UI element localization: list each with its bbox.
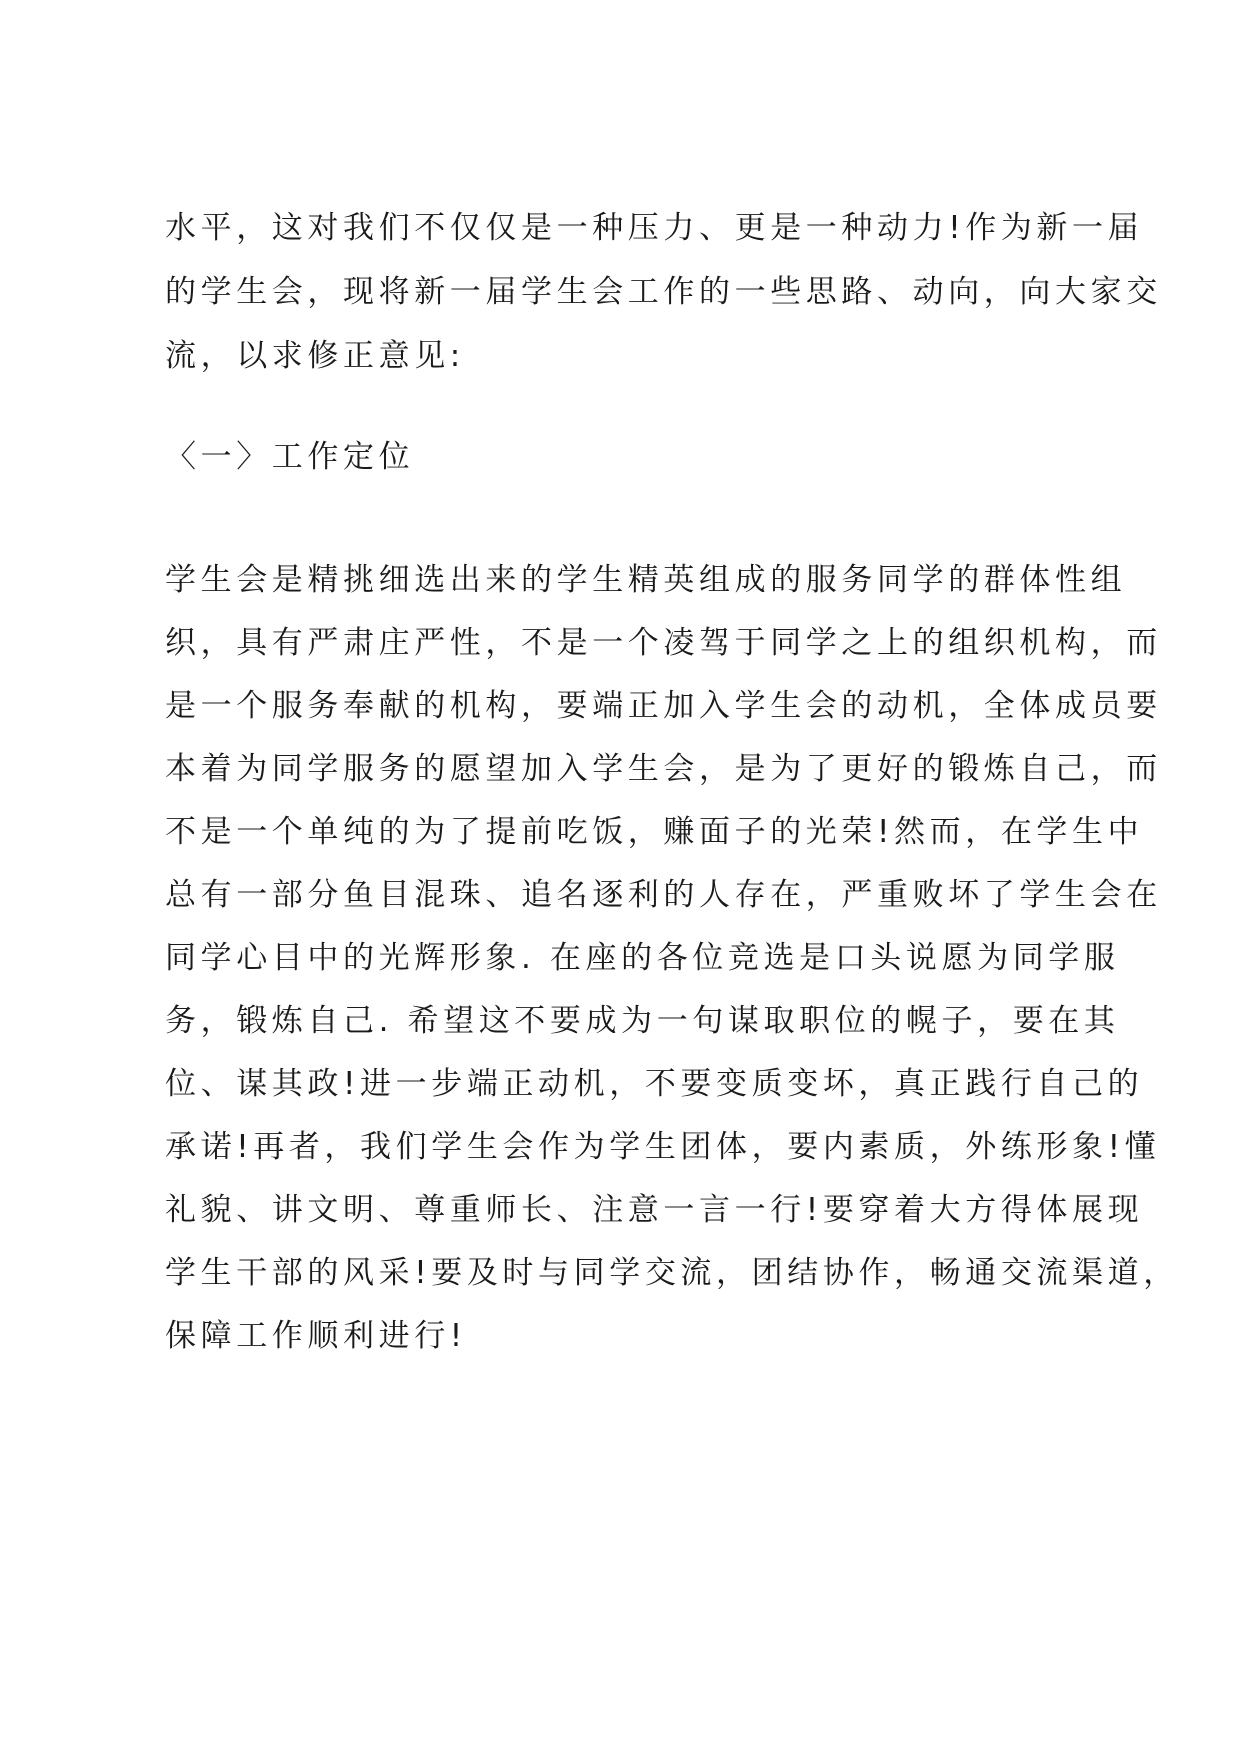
body-line-1: 学生会是精挑细选出来的学生精英组成的服务同学的群体性组: [165, 562, 1127, 598]
body-line-3: 是一个服务奉献的机构，要端正加入学生会的动机，全体成员要: [165, 688, 1162, 724]
body-line-2: 织，具有严肃庄严性，不是一个凌驾于同学之上的组织机构，而: [165, 625, 1162, 661]
body-line-4: 本着为同学服务的愿望加入学生会，是为了更好的锻炼自己，而: [165, 751, 1162, 787]
body-line-12: 学生干部的风采!要及时与同学交流，团结协作，畅通交流渠道，: [165, 1255, 1179, 1291]
body-line-11: 礼貌、讲文明、尊重师长、注意一言一行!要穿着大方得体展现: [165, 1192, 1144, 1228]
body-line-9: 位、谋其政!进一步端正动机，不要变质变坏，真正践行自己的: [165, 1066, 1144, 1102]
body-line-10: 承诺!再者，我们学生会作为学生团体，要内素质，外练形象!懂: [165, 1129, 1161, 1165]
body-line-7: 同学心目中的光辉形象. 在座的各位竞选是口头说愿为同学服: [165, 940, 1120, 976]
intro-line-3: 流，以求修正意见:: [165, 338, 465, 374]
intro-line-1: 水平，这对我们不仅仅是一种压力、更是一种动力!作为新一届: [165, 210, 1144, 246]
body-line-5: 不是一个单纯的为了提前吃饭，赚面子的光荣!然而，在学生中: [165, 814, 1144, 850]
intro-line-2: 的学生会，现将新一届学生会工作的一些思路、动向，向大家交: [165, 274, 1162, 310]
body-line-6: 总有一部分鱼目混珠、追名逐利的人存在，严重败坏了学生会在: [165, 877, 1162, 913]
body-line-8: 务，锻炼自己. 希望这不要成为一句谋取职位的幌子，要在其: [165, 1003, 1120, 1039]
body-line-13: 保障工作顺利进行!: [165, 1318, 467, 1354]
section-heading: 〈一〉工作定位: [165, 439, 415, 475]
